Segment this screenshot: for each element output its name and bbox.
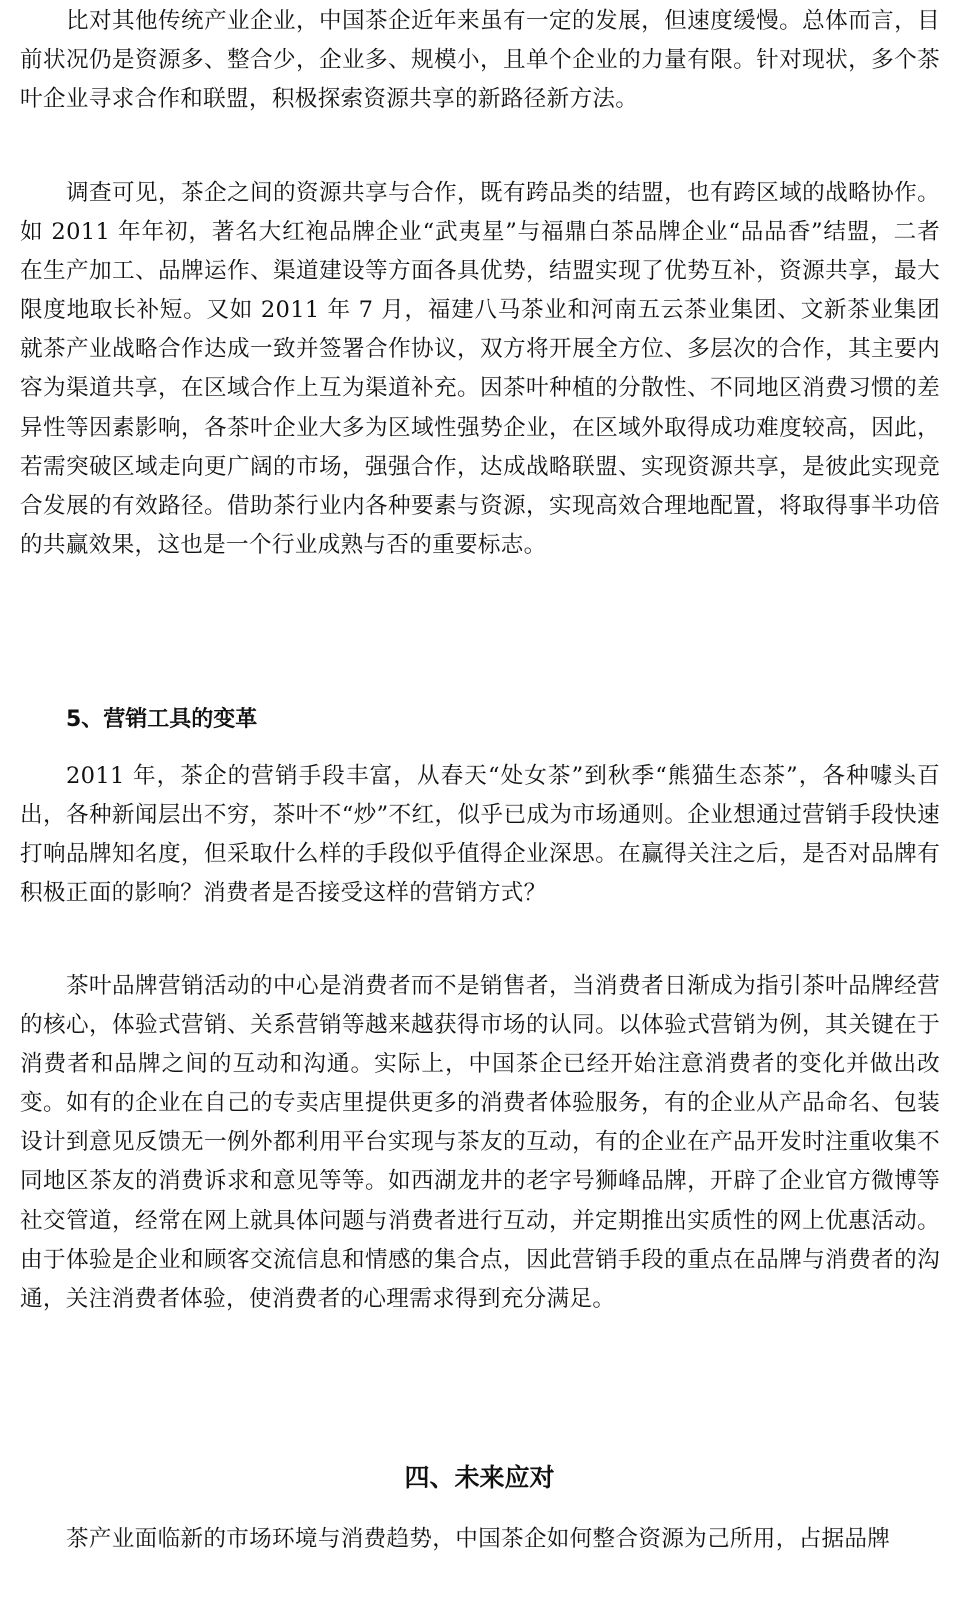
- chapter-heading-future-response: 四、未来应对: [404, 1463, 555, 1492]
- paragraph-marketing-methods: 2011 年，茶企的营销手段丰富，从春天“处女茶”到秋季“熊猫生态茶”，各种噱头百出，各种新闻层出不穷，茶叶不“炒”不红，似乎已成为市场通则。企业想通过营销手段快速打响品牌知名度，但采取什么样的手段似乎值得企业深思。在赢得关注之后，是否对品牌有积极正面的影响？消费者是否接受这样的营销方式？: [20, 763, 940, 907]
- section-heading-marketing-tools: 5、营销工具的变革: [66, 707, 258, 732]
- paragraph-future-intro: 茶产业面临新的市场环境与消费趋势，中国茶企如何整合资源为己所用，占据品牌: [66, 1526, 891, 1552]
- paragraph-industry-status: 比对其他传统产业企业，中国茶企近年来虽有一定的发展，但速度缓慢。总体而言，目前状况仍是资源多、整合少，企业多、规模小，且单个企业的力量有限。针对现状，多个茶叶企业寻求合作和联盟，积极探索资源共享的新路径新方法。: [20, 8, 940, 113]
- paragraph-resource-sharing: 调查可见，茶企之间的资源共享与合作，既有跨品类的结盟，也有跨区域的战略协作。如 2011 年年初，著名大红袍品牌企业“武夷星”与福鼎白茶品牌企业“品品香”结盟，二者在生产加工、品牌运作、渠道建设等方面各具优势，结盟实现了优势互补，资源共享，最大限度地取长补短。又如 2011 年 7 月，福建八马茶业和河南五云茶业集团、文新茶业集团就茶产业战略合作达成一致并签署合作协议，双方将开展全方位、多层次的合作，其主要内容为渠道共享，在区域合作上互为渠道补充。因茶叶种植的分散性、不同地区消费习惯的差异性等因素影响，各茶叶企业大多为区域性强势企业，在区域外取得成功难度较高，因此，若需突破区域走向更广阔的市场，强强合作，达成战略联盟、实现资源共享，是彼此实现竞合发展的有效路径。借助茶行业内各种要素与资源，实现高效合理地配置，将取得事半功倍的共赢效果，这也是一个行业成熟与否的重要标志。: [20, 180, 940, 558]
- paragraph-experiential-marketing: 茶叶品牌营销活动的中心是消费者而不是销售者，当消费者日渐成为指引茶叶品牌经营的核心，体验式营销、关系营销等越来越获得市场的认同。以体验式营销为例，其关键在于消费者和品牌之间的互动和沟通。实际上，中国茶企已经开始注意消费者的变化并做出改变。如有的企业在自己的专卖店里提供更多的消费者体验服务，有的企业从产品命名、包装设计到意见反馈无一例外都利用平台实现与茶友的互动，有的企业在产品开发时注重收集不同地区茶友的消费诉求和意见等等。如西湖龙井的老字号狮峰品牌，开辟了企业官方微博等社交管道，经常在网上就具体问题与消费者进行互动，并定期推出实质性的网上优惠活动。由于体验是企业和顾客交流信息和情感的集合点，因此营销手段的重点在品牌与消费者的沟通，关注消费者体验，使消费者的心理需求得到充分满足。: [20, 973, 940, 1312]
